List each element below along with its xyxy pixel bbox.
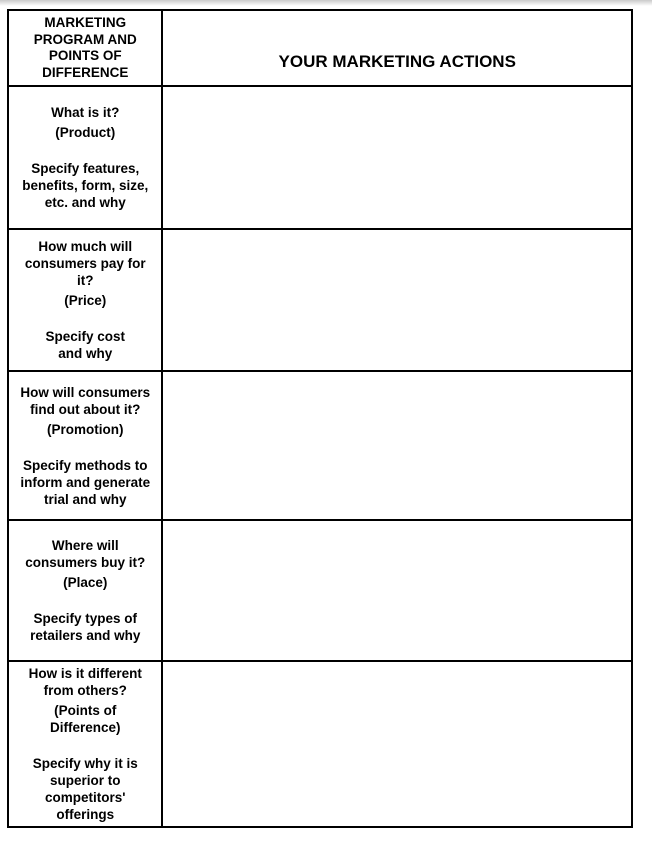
header-row xyxy=(8,10,632,86)
marketing-worksheet-table xyxy=(7,9,633,828)
row-question: What is it? xyxy=(51,105,120,120)
action-cell-points-of-difference[interactable] xyxy=(162,661,632,827)
label-cell-place xyxy=(8,520,162,661)
row-specification: Specify cost and why xyxy=(45,329,125,361)
your-marketing-actions-heading: YOUR MARKETING ACTIONS xyxy=(278,52,516,71)
row-specification: Specify features, benefits, form, size, etc. and why xyxy=(22,161,149,210)
row-category-tag: (Place) xyxy=(63,575,108,590)
row-category-tag: (Price) xyxy=(64,293,107,308)
table-row-promotion xyxy=(8,371,632,520)
table-row-place xyxy=(8,520,632,661)
row-category-tag: (Product) xyxy=(55,125,116,140)
label-cell-points-of-difference xyxy=(8,661,162,827)
action-cell-promotion[interactable] xyxy=(162,371,632,520)
label-cell-promotion xyxy=(8,371,162,520)
header-left-cell xyxy=(8,10,162,86)
action-cell-price[interactable] xyxy=(162,229,632,371)
table-row-product xyxy=(8,86,632,229)
row-category-tag: (Points of Difference) xyxy=(49,703,121,735)
marketing-program-heading: MARKETING PROGRAM AND POINTS OF DIFFERENCE xyxy=(33,15,137,80)
action-cell-product[interactable] xyxy=(162,86,632,229)
row-specification: Specify methods to inform and generate trial and why xyxy=(20,457,151,507)
header-right-cell xyxy=(162,10,632,86)
table-row-points-of-difference xyxy=(8,661,632,827)
label-cell-price xyxy=(8,229,162,371)
row-question: How much will consumers pay for it? xyxy=(24,239,146,288)
row-question: Where will consumers buy it? xyxy=(25,538,146,570)
row-question: How will consumers find out about it? xyxy=(20,384,151,417)
action-cell-place[interactable] xyxy=(162,520,632,661)
table-row-price xyxy=(8,229,632,371)
row-specification: Specify why it is superior to competitors' offerings xyxy=(32,756,138,822)
row-specification: Specify types of retailers and why xyxy=(30,611,141,643)
label-cell-product xyxy=(8,86,162,229)
row-question: How is it different from others? xyxy=(28,666,142,698)
page-top-shadow xyxy=(0,0,652,6)
row-category-tag: (Promotion) xyxy=(46,421,124,437)
